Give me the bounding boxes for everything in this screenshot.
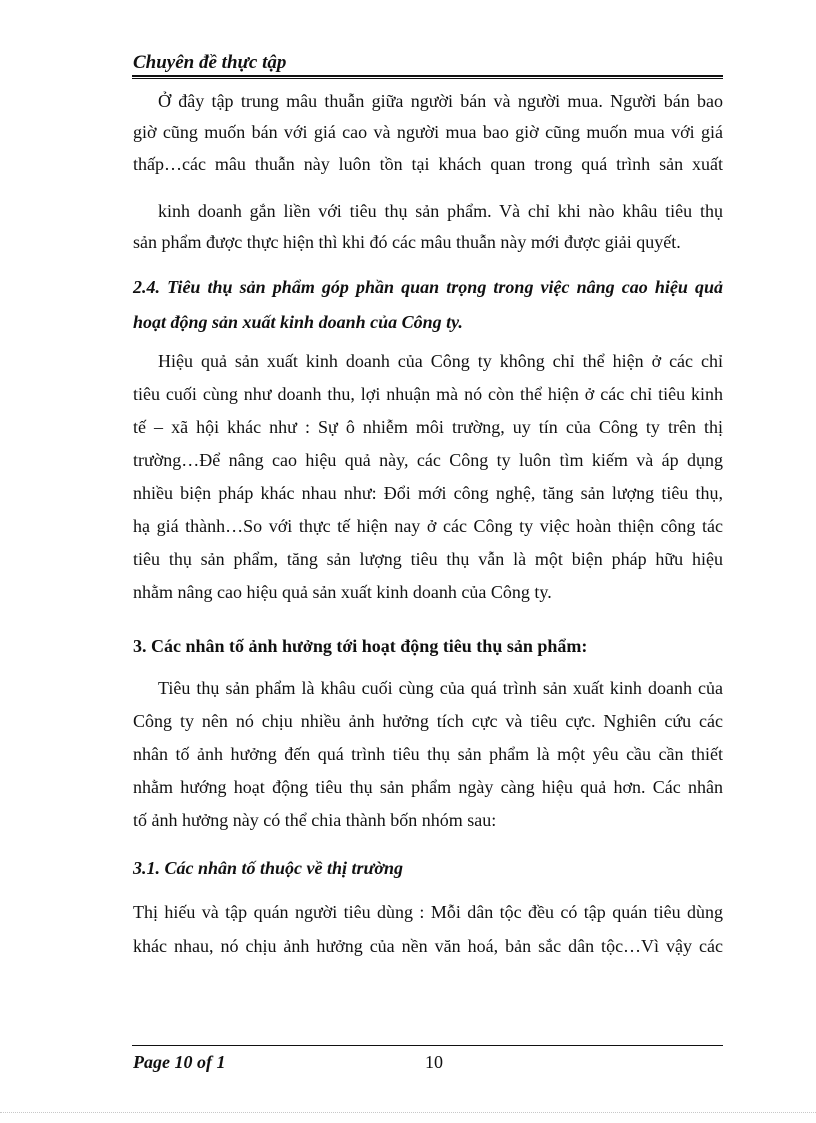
text-line: Tiêu thụ sản phẩm là khâu cuối cùng của quá trình sản xuất kinh doanh của: [158, 678, 723, 698]
footer-page-number: 10: [425, 1052, 443, 1072]
text-line: nhiều biện pháp khác nhau như: Đổi mới công nghệ, tăng sản lượng tiêu thụ,: [133, 483, 723, 503]
heading-3-1: [133, 855, 723, 881]
text-line: sản phẩm được thực hiện thì khi đó các mâu thuẫn này mới được giải quyết.: [133, 232, 681, 252]
text-line: giờ cũng muốn bán với giá cao và người mua bao giờ cũng muốn mua với giá: [133, 122, 723, 142]
text-line: tiêu thụ sản phẩm, tăng sản lượng tiêu thụ vẫn là một biện pháp hữu hiệu: [133, 549, 723, 569]
paragraph-4: [133, 672, 723, 837]
heading-line: hoạt động sản xuất kinh doanh của Công ty.: [133, 312, 463, 332]
heading-3: [133, 633, 723, 659]
heading-line: 3. Các nhân tố ảnh hưởng tới hoạt động tiêu thụ sản phẩm:: [133, 636, 588, 656]
text-line: Công ty nên nó chịu nhiều ảnh hưởng tích cực và tiêu cực. Nghiên cứu các: [133, 711, 723, 731]
footer-page-label: Page 10 of 1: [133, 1052, 226, 1072]
paragraph-5: [133, 895, 723, 963]
heading-2-4: [133, 270, 723, 340]
header-rule: [132, 75, 723, 79]
paragraph-3: [133, 345, 723, 609]
text-line: tiêu cuối cùng như doanh thu, lợi nhuận mà nó còn thể hiện ở các chỉ tiêu kinh: [133, 384, 723, 404]
text-line: tố ảnh hưởng này có thể chia thành bốn nhóm sau:: [133, 810, 497, 830]
page-edge-divider: [0, 1112, 816, 1113]
paragraph-1: [133, 86, 723, 186]
text-line: trường…Để nâng cao hiệu quả này, các Công ty luôn tìm kiếm và áp dụng: [133, 450, 723, 470]
text-line: nhằm nâng cao hiệu quả sản xuất kinh doanh của Công ty.: [133, 582, 552, 602]
text-line: Ở đây tập trung mâu thuẫn giữa người bán và người mua. Người bán bao: [158, 91, 723, 111]
text-line: tế – xã hội khác như : Sự ô nhiễm môi trường, uy tín của Công ty trên thị: [133, 417, 723, 437]
text-line: thấp…các mâu thuẫn này luôn tồn tại khách quan trong quá trình sản xuất: [133, 154, 723, 174]
header-title: Chuyên đề thực tập: [133, 52, 287, 73]
paragraph-2-end: [133, 227, 723, 258]
text-line: kinh doanh gắn liền với tiêu thụ sản phẩm. Và chỉ khi nào khâu tiêu thụ: [158, 201, 723, 221]
text-line: khác nhau, nó chịu ảnh hưởng của nền văn hoá, bản sắc dân tộc…Vì vậy các: [133, 936, 723, 956]
text-line: Hiệu quả sản xuất kinh doanh của Công ty không chỉ thể hiện ở các chỉ: [158, 351, 723, 371]
text-line: hạ giá thành…So với thực tế hiện nay ở các Công ty việc hoàn thiện công tác: [133, 516, 723, 536]
text-line: Thị hiếu và tập quán người tiêu dùng : Mỗi dân tộc đều có tập quán tiêu dùng: [133, 902, 723, 922]
text-line: nhằm hướng hoạt động tiêu thụ sản phẩm ngày càng hiệu quả hơn. Các nhân: [133, 777, 723, 797]
heading-line: 2.4. Tiêu thụ sản phẩm góp phần quan trọng trong việc nâng cao hiệu quả: [133, 277, 723, 297]
text-line: nhân tố ảnh hưởng đến quá trình tiêu thụ sản phẩm là một yêu cầu cần thiết: [133, 744, 723, 764]
heading-line: 3.1. Các nhân tố thuộc về thị trường: [133, 858, 403, 878]
paragraph-2: [158, 196, 723, 227]
footer-rule: [132, 1045, 723, 1046]
